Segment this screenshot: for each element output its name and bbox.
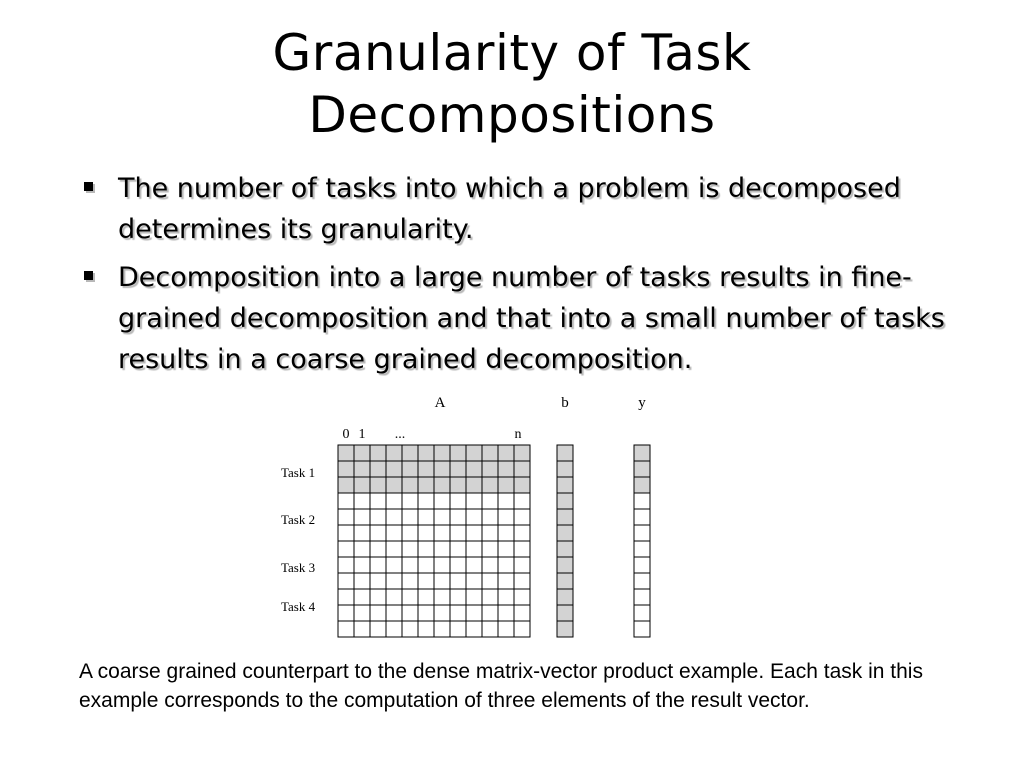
vector-y-cell — [634, 541, 650, 557]
matrix-a-cell — [338, 477, 354, 493]
matrix-a-cell — [434, 477, 450, 493]
vector-b-cell — [557, 557, 573, 573]
bullet-text: The number of tasks into which a problem is decomposed determines its granularity. — [118, 173, 901, 245]
matrix-a-cell — [498, 477, 514, 493]
matrix-a-cell — [482, 557, 498, 573]
vector-b-cell — [557, 493, 573, 509]
slide-title-line-1: Granularity of Task — [272, 24, 752, 82]
matrix-a-cell — [338, 621, 354, 637]
matrix-a-cell — [434, 621, 450, 637]
matrix-a-cell — [402, 461, 418, 477]
vector-b-label: b — [561, 395, 569, 411]
matrix-a-cell — [418, 445, 434, 461]
vector-y-cell — [634, 573, 650, 589]
column-index-1: 1 — [358, 427, 366, 442]
matrix-a-cell — [370, 445, 386, 461]
matrix-a-cell — [482, 525, 498, 541]
matrix-a-cell — [370, 573, 386, 589]
vector-y-cell — [634, 509, 650, 525]
matrix-a-cell — [354, 589, 370, 605]
matrix-a-cell — [514, 525, 530, 541]
matrix-a-cell — [418, 509, 434, 525]
matrix-a-cell — [466, 461, 482, 477]
matrix-a-cell — [434, 445, 450, 461]
matrix-a-cell — [514, 445, 530, 461]
matrix-a-cell — [450, 605, 466, 621]
matrix-a-cell — [338, 525, 354, 541]
matrix-a-cell — [386, 541, 402, 557]
matrix-a-cell — [450, 477, 466, 493]
matrix-a-cell — [434, 461, 450, 477]
matrix-a-cell — [466, 573, 482, 589]
matrix-a-cell — [498, 621, 514, 637]
vector-y-cell — [634, 461, 650, 477]
matrix-a-cell — [418, 493, 434, 509]
matrix-a-cell — [434, 541, 450, 557]
matrix-a-cell — [370, 477, 386, 493]
vector-b-grid — [557, 445, 573, 637]
matrix-a-cell — [354, 605, 370, 621]
matrix-a-cell — [498, 541, 514, 557]
matrix-a-cell — [338, 509, 354, 525]
matrix-a-cell — [386, 461, 402, 477]
matrix-a-cell — [498, 605, 514, 621]
matrix-a-cell — [498, 557, 514, 573]
matrix-a-cell — [338, 541, 354, 557]
matrix-a-cell — [482, 461, 498, 477]
matrix-a-cell — [418, 589, 434, 605]
vector-b-cell — [557, 589, 573, 605]
matrix-a-cell — [466, 445, 482, 461]
matrix-a-cell — [402, 509, 418, 525]
matrix-a-cell — [354, 573, 370, 589]
matrix-a-cell — [418, 573, 434, 589]
matrix-a-cell — [402, 621, 418, 637]
vector-y-grid — [634, 445, 650, 637]
matrix-a-cell — [418, 541, 434, 557]
matrix-a-cell — [386, 557, 402, 573]
matrix-a-cell — [514, 477, 530, 493]
matrix-a-cell — [402, 445, 418, 461]
matrix-a-cell — [418, 461, 434, 477]
matrix-a-cell — [514, 621, 530, 637]
task-label: Task 3 — [281, 560, 316, 575]
matrix-a-grid — [338, 445, 530, 637]
matrix-a-cell — [514, 557, 530, 573]
matrix-a-cell — [402, 557, 418, 573]
vector-y-cell — [634, 493, 650, 509]
matrix-a-cell — [466, 589, 482, 605]
matrix-a-cell — [466, 605, 482, 621]
vector-b-cell — [557, 621, 573, 637]
column-index-n: n — [514, 427, 522, 442]
matrix-a-cell — [354, 461, 370, 477]
vector-y-cell — [634, 605, 650, 621]
matrix-a-cell — [354, 493, 370, 509]
matrix-a-cell — [370, 541, 386, 557]
matrix-a-cell — [338, 589, 354, 605]
task-label: Task 2 — [281, 512, 316, 527]
matrix-a-cell — [402, 493, 418, 509]
matrix-a-cell — [370, 493, 386, 509]
matrix-a-cell — [482, 621, 498, 637]
matrix-a-cell — [514, 493, 530, 509]
matrix-a-cell — [338, 557, 354, 573]
matrix-a-cell — [498, 461, 514, 477]
matrix-a-label: A — [434, 395, 446, 411]
matrix-a-cell — [450, 541, 466, 557]
slide-title-line-2: Decompositions — [308, 86, 716, 144]
column-index-0: 0 — [342, 427, 350, 442]
task-label: Task 4 — [281, 599, 316, 614]
matrix-a-cell — [434, 589, 450, 605]
matrix-a-cell — [514, 589, 530, 605]
matrix-a-cell — [386, 573, 402, 589]
matrix-a-cell — [370, 557, 386, 573]
matrix-a-cell — [418, 557, 434, 573]
matrix-a-cell — [514, 509, 530, 525]
matrix-a-cell — [386, 589, 402, 605]
matrix-a-cell — [450, 509, 466, 525]
vector-b-cell — [557, 605, 573, 621]
matrix-a-cell — [386, 509, 402, 525]
matrix-a-cell — [450, 493, 466, 509]
matrix-a-cell — [514, 605, 530, 621]
matrix-a-cell — [354, 477, 370, 493]
matrix-a-cell — [466, 541, 482, 557]
figure-caption: A coarse grained counterpart to the dense matrix-vector product example. Each task in this example corresponds to the computation of three elements of the result vector. — [79, 660, 923, 712]
matrix-a-cell — [434, 509, 450, 525]
matrix-a-cell — [338, 573, 354, 589]
matrix-a-cell — [498, 445, 514, 461]
matrix-a-cell — [402, 541, 418, 557]
matrix-a-cell — [386, 493, 402, 509]
matrix-a-cell — [498, 589, 514, 605]
matrix-a-cell — [402, 525, 418, 541]
matrix-a-cell — [482, 445, 498, 461]
matrix-a-cell — [482, 493, 498, 509]
matrix-a-cell — [434, 493, 450, 509]
matrix-a-cell — [386, 445, 402, 461]
matrix-a-cell — [514, 541, 530, 557]
vector-b-cell — [557, 573, 573, 589]
vector-y-cell — [634, 445, 650, 461]
matrix-a-cell — [386, 605, 402, 621]
vector-b-cell — [557, 477, 573, 493]
matrix-a-cell — [338, 461, 354, 477]
matrix-a-cell — [450, 445, 466, 461]
vector-y-cell — [634, 621, 650, 637]
matrix-a-cell — [514, 461, 530, 477]
matrix-a-cell — [450, 557, 466, 573]
matrix-a-cell — [450, 573, 466, 589]
matrix-a-cell — [418, 477, 434, 493]
vector-b-cell — [557, 541, 573, 557]
matrix-a-cell — [386, 525, 402, 541]
matrix-a-cell — [354, 509, 370, 525]
matrix-a-cell — [370, 621, 386, 637]
matrix-a-cell — [434, 525, 450, 541]
matrix-a-cell — [338, 605, 354, 621]
matrix-a-cell — [370, 461, 386, 477]
vector-b-cell — [557, 445, 573, 461]
vector-y-label: y — [638, 395, 646, 411]
matrix-a-cell — [386, 477, 402, 493]
matrix-a-cell — [450, 621, 466, 637]
matrix-a-cell — [482, 541, 498, 557]
matrix-a-cell — [498, 573, 514, 589]
matrix-a-cell — [498, 493, 514, 509]
matrix-a-cell — [402, 605, 418, 621]
matrix-a-cell — [498, 509, 514, 525]
matrix-a-cell — [466, 477, 482, 493]
matrix-a-cell — [482, 573, 498, 589]
vector-b-cell — [557, 525, 573, 541]
bullet-text: Decomposition into a large number of tasks results in fine-grained decomposition and that into a small number of tasks results in a coarse grained decomposition. — [118, 262, 945, 375]
column-index-ellipsis: ... — [394, 427, 406, 442]
matrix-a-cell — [338, 493, 354, 509]
matrix-a-cell — [450, 525, 466, 541]
matrix-a-cell — [466, 525, 482, 541]
matrix-a-cell — [354, 445, 370, 461]
matrix-a-cell — [370, 589, 386, 605]
matrix-a-cell — [354, 525, 370, 541]
matrix-a-cell — [514, 573, 530, 589]
matrix-a-cell — [466, 557, 482, 573]
matrix-a-cell — [370, 525, 386, 541]
vector-b-cell — [557, 461, 573, 477]
matrix-a-cell — [450, 461, 466, 477]
matrix-a-cell — [402, 573, 418, 589]
vector-y-cell — [634, 589, 650, 605]
task-label: Task 1 — [281, 465, 316, 480]
matrix-a-cell — [402, 589, 418, 605]
matrix-a-cell — [402, 477, 418, 493]
matrix-a-cell — [482, 477, 498, 493]
matrix-a-cell — [434, 605, 450, 621]
matrix-a-cell — [434, 557, 450, 573]
matrix-a-cell — [370, 605, 386, 621]
matrix-a-cell — [498, 525, 514, 541]
matrix-a-cell — [482, 509, 498, 525]
matrix-a-cell — [354, 557, 370, 573]
matrix-a-cell — [354, 621, 370, 637]
vector-y-cell — [634, 477, 650, 493]
matrix-a-cell — [354, 541, 370, 557]
matrix-a-cell — [370, 509, 386, 525]
matrix-a-cell — [482, 605, 498, 621]
matrix-a-cell — [418, 525, 434, 541]
vector-b-cell — [557, 509, 573, 525]
matrix-a-cell — [418, 621, 434, 637]
matrix-a-cell — [434, 573, 450, 589]
matrix-a-cell — [466, 509, 482, 525]
matrix-a-cell — [450, 589, 466, 605]
matrix-a-cell — [418, 605, 434, 621]
matrix-a-cell — [338, 445, 354, 461]
matrix-a-cell — [386, 621, 402, 637]
matrix-a-cell — [482, 589, 498, 605]
matrix-a-cell — [466, 493, 482, 509]
vector-y-cell — [634, 557, 650, 573]
matrix-a-cell — [466, 621, 482, 637]
vector-y-cell — [634, 525, 650, 541]
